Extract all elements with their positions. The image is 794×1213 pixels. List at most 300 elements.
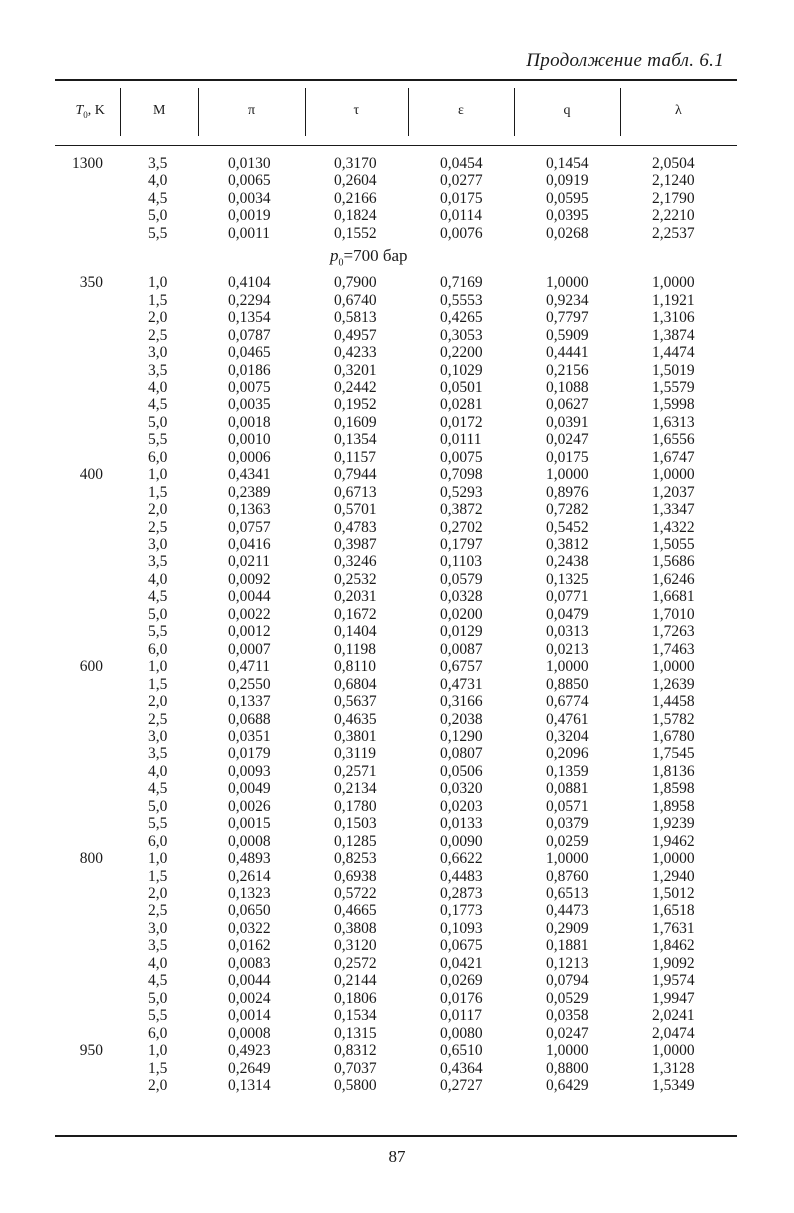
cell-q: 0,0529: [546, 989, 589, 1007]
cell-lambda: 1,5579: [652, 378, 695, 396]
column-header-tau: [305, 82, 408, 140]
cell-m: 1,5: [148, 291, 168, 309]
cell-lambda: 1,9239: [652, 815, 695, 833]
cell-m: 2,5: [148, 518, 168, 536]
cell-q: 0,0571: [546, 797, 589, 815]
cell-m: 1,5: [148, 675, 168, 693]
cell-m: 4,5: [148, 396, 168, 414]
cell-pi: 0,0034: [228, 189, 271, 207]
cell-q: 0,0771: [546, 588, 589, 606]
cell-m: 1,0: [148, 466, 168, 484]
table-row: [0, 501, 794, 518]
cell-eps: 0,0675: [440, 937, 483, 955]
cell-lambda: 1,3347: [652, 501, 695, 519]
table-row: [0, 1007, 794, 1024]
cell-q: 0,0247: [546, 431, 589, 449]
column-separator: [198, 88, 199, 136]
table-row: [0, 309, 794, 326]
cell-q: 0,3812: [546, 536, 589, 553]
cell-eps: 0,5293: [440, 483, 483, 501]
cell-eps: 0,0117: [440, 1007, 483, 1025]
cell-q: 0,0358: [546, 1007, 589, 1025]
cell-tau: 0,5701: [334, 501, 377, 519]
table-row: [0, 641, 794, 658]
cell-tau: 0,7037: [334, 1059, 377, 1077]
column-separator: [408, 88, 409, 136]
cell-m: 2,0: [148, 501, 168, 519]
cell-tau: 0,1534: [334, 1007, 377, 1025]
cell-pi: 0,0011: [228, 224, 271, 242]
cell-m: 5,0: [148, 413, 168, 431]
cell-tau: 0,4233: [334, 344, 377, 362]
cell-q: 0,2438: [546, 553, 589, 571]
cell-lambda: 1,7545: [652, 745, 695, 763]
cell-t0: 800: [79, 850, 103, 868]
column-separator: [305, 88, 306, 136]
cell-q: 0,4441: [546, 344, 589, 362]
column-header-label: M: [153, 103, 166, 118]
cell-pi: 0,0351: [228, 727, 271, 745]
cell-q: 0,5452: [546, 518, 589, 536]
cell-q: 1,0000: [546, 466, 589, 484]
cell-lambda: 2,1240: [652, 172, 695, 190]
cell-tau: 0,5800: [334, 1076, 377, 1094]
cell-lambda: 1,7010: [652, 605, 695, 623]
cell-q: 0,0794: [546, 972, 589, 990]
column-header-label: ε: [458, 103, 464, 118]
cell-pi: 0,0006: [228, 448, 271, 466]
cell-t0: 600: [79, 658, 103, 676]
table-row: [0, 815, 794, 832]
cell-tau: 0,7944: [334, 466, 377, 484]
cell-m: 3,0: [148, 919, 168, 937]
cell-q: 0,0247: [546, 1024, 589, 1042]
cell-eps: 0,0579: [440, 570, 483, 588]
cell-eps: 0,6510: [440, 1042, 483, 1060]
cell-q: 0,0379: [546, 815, 589, 833]
cell-q: 0,8760: [546, 867, 589, 885]
cell-pi: 0,0012: [228, 623, 271, 641]
cell-eps: 0,0114: [440, 207, 483, 225]
cell-pi: 0,0008: [228, 1024, 271, 1042]
cell-pi: 0,2550: [228, 675, 271, 693]
cell-eps: 0,0454: [440, 155, 483, 172]
cell-tau: 0,3119: [334, 745, 377, 763]
cell-m: 5,0: [148, 207, 168, 225]
column-header-label: τ: [353, 103, 360, 118]
cell-q: 0,5909: [546, 326, 589, 344]
cell-tau: 0,1552: [334, 224, 377, 242]
cell-pi: 0,0014: [228, 1007, 271, 1025]
table-row: [0, 1077, 794, 1094]
cell-lambda: 1,8136: [652, 762, 695, 780]
table-row: [0, 728, 794, 745]
cell-q: 0,4473: [546, 902, 589, 920]
cell-eps: 0,0172: [440, 413, 483, 431]
cell-lambda: 1,9947: [652, 989, 695, 1007]
cell-lambda: 1,0000: [652, 466, 695, 484]
cell-q: 0,0395: [546, 207, 589, 225]
cell-pi: 0,2649: [228, 1059, 271, 1077]
cell-tau: 0,2134: [334, 780, 377, 798]
cell-tau: 0,4665: [334, 902, 377, 920]
cell-pi: 0,0075: [228, 378, 271, 396]
cell-m: 4,5: [148, 189, 168, 207]
column-header-t0: [60, 82, 120, 140]
cell-q: 0,0213: [546, 640, 589, 658]
table-row: [0, 658, 794, 675]
cell-pi: 0,0044: [228, 588, 271, 606]
cell-m: 5,5: [148, 431, 168, 449]
cell-m: 2,0: [148, 693, 168, 711]
cell-q: 0,6429: [546, 1076, 589, 1094]
cell-tau: 0,3987: [334, 536, 377, 553]
cell-lambda: 2,0504: [652, 155, 695, 172]
cell-m: 6,0: [148, 832, 168, 850]
cell-lambda: 1,5782: [652, 710, 695, 728]
table-row: [0, 225, 794, 242]
cell-eps: 0,7169: [440, 274, 483, 292]
cell-lambda: 1,0000: [652, 1042, 695, 1060]
cell-q: 0,0175: [546, 448, 589, 466]
cell-eps: 0,6622: [440, 850, 483, 868]
cell-lambda: 1,3874: [652, 326, 695, 344]
cell-pi: 0,0010: [228, 431, 271, 449]
cell-q: 0,0881: [546, 780, 589, 798]
cell-tau: 0,4635: [334, 710, 377, 728]
cell-tau: 0,2604: [334, 172, 377, 190]
cell-tau: 0,8110: [334, 658, 377, 676]
cell-q: 1,0000: [546, 850, 589, 868]
cell-lambda: 1,5349: [652, 1076, 695, 1094]
table-row: [0, 920, 794, 937]
column-header-q: [514, 82, 620, 140]
cell-eps: 0,2873: [440, 885, 483, 902]
cell-m: 2,5: [148, 902, 168, 920]
cell-q: 0,1359: [546, 762, 589, 780]
cell-m: 5,5: [148, 224, 168, 242]
cell-lambda: 1,5998: [652, 396, 695, 414]
cell-q: 0,6774: [546, 693, 589, 711]
cell-eps: 0,4265: [440, 309, 483, 327]
cell-tau: 0,1780: [334, 797, 377, 815]
table-row: [0, 885, 794, 902]
cell-pi: 0,0019: [228, 207, 271, 225]
cell-eps: 0,4364: [440, 1059, 483, 1077]
cell-m: 6,0: [148, 448, 168, 466]
cell-t0: 1300: [72, 155, 103, 172]
table-row: [0, 155, 794, 172]
cell-tau: 0,6740: [334, 291, 377, 309]
table-row: [0, 1042, 794, 1059]
cell-pi: 0,0162: [228, 937, 271, 955]
cell-lambda: 1,6780: [652, 727, 695, 745]
table-row: [0, 362, 794, 379]
cell-q: 0,8800: [546, 1059, 589, 1077]
cell-m: 4,5: [148, 588, 168, 606]
cell-tau: 0,1503: [334, 815, 377, 833]
table-row: [0, 588, 794, 605]
cell-eps: 0,0320: [440, 780, 483, 798]
cell-lambda: 1,9462: [652, 832, 695, 850]
cell-eps: 0,0421: [440, 954, 483, 972]
cell-tau: 0,1315: [334, 1024, 377, 1042]
column-header-label: q: [563, 103, 571, 118]
cell-m: 4,0: [148, 172, 168, 190]
cell-pi: 0,0211: [228, 553, 271, 571]
cell-tau: 0,6938: [334, 867, 377, 885]
cell-tau: 0,5813: [334, 309, 377, 327]
cell-q: 0,0259: [546, 832, 589, 850]
table-row: [0, 274, 794, 291]
cell-pi: 0,0015: [228, 815, 271, 833]
cell-q: 0,1454: [546, 155, 589, 172]
cell-eps: 0,0175: [440, 189, 483, 207]
cell-tau: 0,1609: [334, 413, 377, 431]
cell-eps: 0,3872: [440, 501, 483, 519]
cell-m: 3,0: [148, 536, 168, 553]
cell-m: 2,5: [148, 710, 168, 728]
cell-eps: 0,2727: [440, 1076, 483, 1094]
table-row: [0, 676, 794, 693]
table-row: [0, 466, 794, 483]
cell-q: 0,2909: [546, 919, 589, 937]
cell-pi: 0,0688: [228, 710, 271, 728]
cell-lambda: 2,0474: [652, 1024, 695, 1042]
cell-tau: 0,2532: [334, 570, 377, 588]
cell-pi: 0,0044: [228, 972, 271, 990]
table-row: [0, 379, 794, 396]
cell-m: 2,0: [148, 309, 168, 327]
cell-pi: 0,1314: [228, 1076, 271, 1094]
cell-lambda: 2,0241: [652, 1007, 695, 1025]
cell-m: 5,5: [148, 815, 168, 833]
cell-tau: 0,1806: [334, 989, 377, 1007]
table-row: [0, 763, 794, 780]
cell-eps: 0,0277: [440, 172, 483, 190]
cell-eps: 0,1103: [440, 553, 483, 571]
table-row: [0, 1060, 794, 1077]
table-row: [0, 571, 794, 588]
cell-q: 0,0479: [546, 605, 589, 623]
cell-q: 0,0268: [546, 224, 589, 242]
table-row: [0, 396, 794, 413]
cell-tau: 0,1824: [334, 207, 377, 225]
cell-lambda: 1,7631: [652, 919, 695, 937]
header-rule: [55, 145, 737, 146]
cell-q: 1,0000: [546, 1042, 589, 1060]
cell-q: 1,0000: [546, 274, 589, 292]
cell-lambda: 1,2037: [652, 483, 695, 501]
cell-pi: 0,1337: [228, 693, 271, 711]
cell-eps: 0,0269: [440, 972, 483, 990]
cell-m: 6,0: [148, 640, 168, 658]
cell-pi: 0,0186: [228, 361, 271, 379]
cell-lambda: 1,3128: [652, 1059, 695, 1077]
cell-q: 0,0919: [546, 172, 589, 190]
column-header-eps: [408, 82, 514, 140]
cell-lambda: 1,7263: [652, 623, 695, 641]
cell-m: 5,0: [148, 989, 168, 1007]
cell-eps: 0,0328: [440, 588, 483, 606]
cell-m: 3,5: [148, 361, 168, 379]
cell-m: 1,0: [148, 1042, 168, 1060]
pressure-subheading: $p_0=700$ бар: [330, 246, 408, 269]
cell-pi: 0,0018: [228, 413, 271, 431]
cell-tau: 0,6804: [334, 675, 377, 693]
cell-pi: 0,1354: [228, 309, 271, 327]
cell-m: 1,5: [148, 867, 168, 885]
cell-q: 0,0627: [546, 396, 589, 414]
cell-eps: 0,3053: [440, 326, 483, 344]
table-row: [0, 172, 794, 189]
cell-tau: 0,2442: [334, 378, 377, 396]
cell-q: 1,0000: [546, 658, 589, 676]
cell-lambda: 1,5686: [652, 553, 695, 571]
cell-eps: 0,7098: [440, 466, 483, 484]
cell-pi: 0,0024: [228, 989, 271, 1007]
cell-eps: 0,0203: [440, 797, 483, 815]
cell-m: 4,0: [148, 570, 168, 588]
cell-eps: 0,0087: [440, 640, 483, 658]
cell-lambda: 1,6518: [652, 902, 695, 920]
cell-eps: 0,0080: [440, 1024, 483, 1042]
cell-m: 1,0: [148, 658, 168, 676]
cell-lambda: 1,0000: [652, 658, 695, 676]
cell-lambda: 2,2210: [652, 207, 695, 225]
page-number: 87: [388, 1147, 406, 1166]
table-row: [0, 990, 794, 1007]
cell-q: 0,0313: [546, 623, 589, 641]
cell-tau: 0,2571: [334, 762, 377, 780]
cell-m: 2,0: [148, 885, 168, 902]
cell-m: 6,0: [148, 1024, 168, 1042]
cell-eps: 0,4483: [440, 867, 483, 885]
cell-pi: 0,0650: [228, 902, 271, 920]
cell-eps: 0,0281: [440, 396, 483, 414]
cell-q: 0,3204: [546, 727, 589, 745]
cell-tau: 0,3808: [334, 919, 377, 937]
cell-eps: 0,0076: [440, 224, 483, 242]
column-header-pi: [198, 82, 305, 140]
table-row: [0, 972, 794, 989]
cell-lambda: 2,2537: [652, 224, 695, 242]
cell-pi: 0,0416: [228, 536, 271, 553]
cell-m: 3,5: [148, 553, 168, 571]
cell-pi: 0,4893: [228, 850, 271, 868]
cell-lambda: 1,9574: [652, 972, 695, 990]
cell-m: 1,0: [148, 274, 168, 292]
cell-q: 0,8976: [546, 483, 589, 501]
cell-q: 0,1213: [546, 954, 589, 972]
cell-q: 0,1881: [546, 937, 589, 955]
table-row: [0, 292, 794, 309]
table-row: [0, 536, 794, 553]
cell-pi: 0,4923: [228, 1042, 271, 1060]
cell-tau: 0,2572: [334, 954, 377, 972]
cell-tau: 0,8312: [334, 1042, 377, 1060]
cell-pi: 0,1323: [228, 885, 271, 902]
column-separator: [514, 88, 515, 136]
cell-m: 2,5: [148, 326, 168, 344]
cell-q: 0,1325: [546, 570, 589, 588]
cell-tau: 0,3120: [334, 937, 377, 955]
cell-tau: 0,3170: [334, 155, 377, 172]
cell-q: 0,0595: [546, 189, 589, 207]
cell-lambda: 1,6556: [652, 431, 695, 449]
cell-eps: 0,1029: [440, 361, 483, 379]
table-row: [0, 745, 794, 762]
table-row: [0, 207, 794, 224]
cell-pi: 0,0179: [228, 745, 271, 763]
cell-lambda: 1,0000: [652, 850, 695, 868]
cell-pi: 0,2614: [228, 867, 271, 885]
cell-lambda: 1,1921: [652, 291, 695, 309]
cell-m: 3,5: [148, 745, 168, 763]
cell-eps: 0,0090: [440, 832, 483, 850]
table-row: [0, 449, 794, 466]
cell-lambda: 1,8598: [652, 780, 695, 798]
cell-pi: 0,4711: [228, 658, 271, 676]
table-row: [0, 327, 794, 344]
cell-lambda: 1,4322: [652, 518, 695, 536]
cell-m: 5,5: [148, 1007, 168, 1025]
cell-m: 3,5: [148, 937, 168, 955]
column-separator: [120, 88, 121, 136]
cell-t0: 400: [79, 466, 103, 484]
table-row: [0, 553, 794, 570]
cell-m: 5,0: [148, 605, 168, 623]
cell-lambda: 1,5012: [652, 885, 695, 902]
cell-eps: 0,2702: [440, 518, 483, 536]
cell-eps: 0,0133: [440, 815, 483, 833]
cell-lambda: 2,1790: [652, 189, 695, 207]
cell-tau: 0,2031: [334, 588, 377, 606]
cell-lambda: 1,9092: [652, 954, 695, 972]
table-row: [0, 519, 794, 536]
cell-q: 0,8850: [546, 675, 589, 693]
table-row: [0, 606, 794, 623]
cell-lambda: 1,7463: [652, 640, 695, 658]
cell-m: 1,0: [148, 850, 168, 868]
cell-m: 4,5: [148, 780, 168, 798]
table-row: [0, 798, 794, 815]
cell-tau: 0,4783: [334, 518, 377, 536]
cell-q: 0,2096: [546, 745, 589, 763]
cell-lambda: 1,0000: [652, 274, 695, 292]
cell-tau: 0,1157: [334, 448, 377, 466]
cell-lambda: 1,4458: [652, 693, 695, 711]
cell-lambda: 1,5019: [652, 361, 695, 379]
table-row: [0, 902, 794, 919]
cell-t0: 950: [79, 1042, 103, 1060]
cell-m: 3,0: [148, 344, 168, 362]
cell-eps: 0,0075: [440, 448, 483, 466]
table-continuation-caption: Продолжение табл. 6.1: [526, 50, 724, 71]
column-header-m: [120, 82, 198, 140]
cell-tau: 0,5637: [334, 693, 377, 711]
table-row: [0, 1025, 794, 1042]
column-header-label: $T_0$, K: [75, 103, 105, 120]
cell-eps: 0,1290: [440, 727, 483, 745]
cell-m: 3,5: [148, 155, 168, 172]
cell-lambda: 1,6313: [652, 413, 695, 431]
cell-lambda: 1,5055: [652, 536, 695, 553]
table-row: [0, 693, 794, 710]
column-header-label: π: [248, 103, 256, 118]
cell-tau: 0,1672: [334, 605, 377, 623]
table-row: [0, 190, 794, 207]
